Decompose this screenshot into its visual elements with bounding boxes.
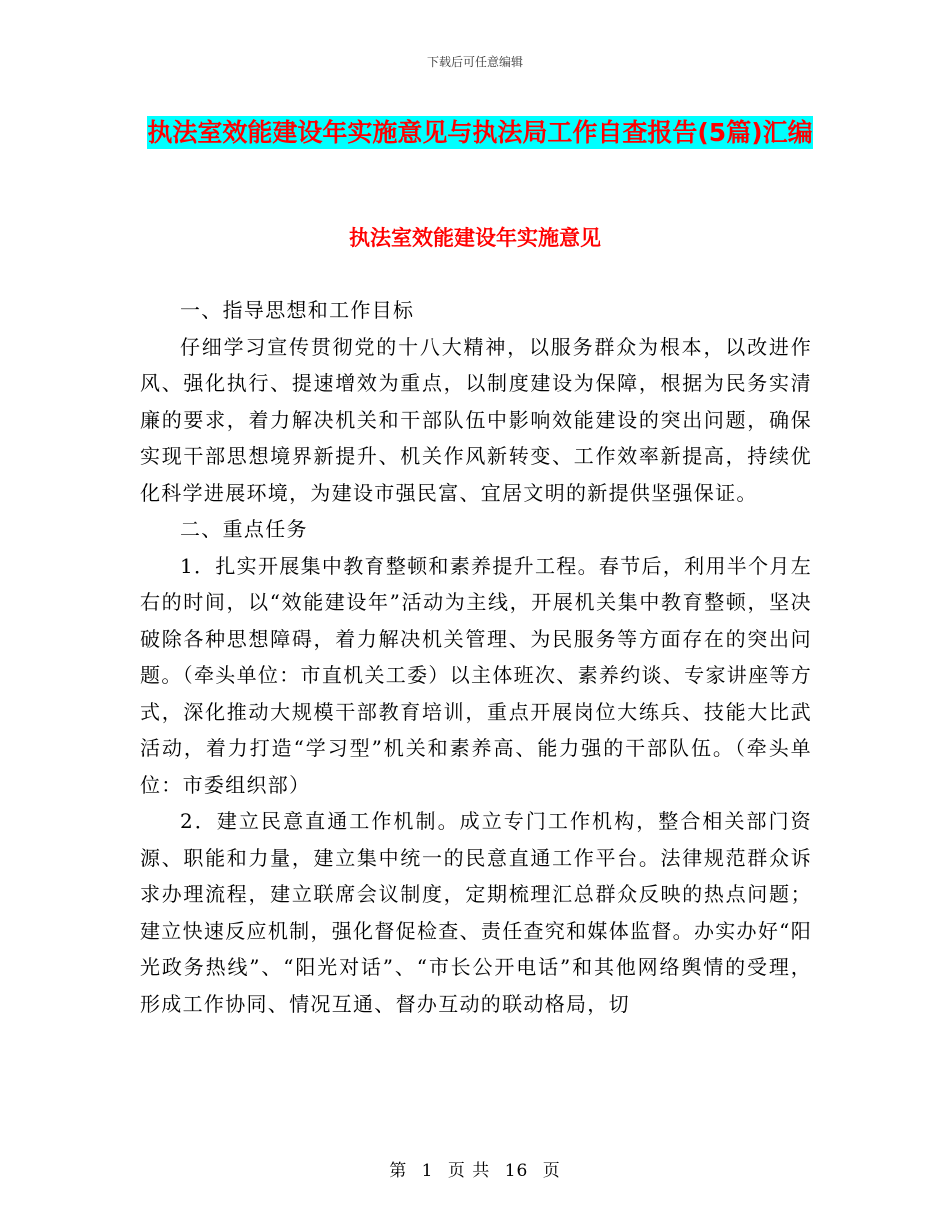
section-title: 执法室效能建设年实施意见 xyxy=(349,226,601,250)
paragraph-task-2: 2．建立民意直通工作机制。成立专门工作机构，整合相关部门资源、职能和力量，建立集中统一的民意直通工作平台。法律规范群众诉求办理流程，建立联席会议制度，定期梳理汇总群众反映的热点问题；建立快速反应机制，强化督促检查、责任查究和媒体监督。办实办好“阳光政务热线”、“阳光对话”、“市长公开电话”和其他网络舆情的受理，形成工作协同、情况互通、督办互动的联动格局，切 xyxy=(140,809,812,1016)
footer-prefix: 第 xyxy=(389,1161,408,1181)
footer-current-page: 1 xyxy=(421,1161,434,1181)
document-body xyxy=(140,292,812,1022)
paragraph-guiding-thought: 仔细学习宣传贯彻党的十八大精神，以服务群众为根本，以改进作风、强化执行、提速增效为重点，以制度建设为保障，根据为民务实清廉的要求，着力解决机关和干部队伍中影响效能建设的突出问题，确保实现干部思想境界新提升、机关作风新转变、工作效率新提高，持续优化科学进展环境，为建设市强民富、宜居文明的新提供坚强保证。 xyxy=(140,334,812,505)
page-footer xyxy=(0,1156,950,1181)
footer-middle: 页 共 xyxy=(447,1161,491,1181)
heading-key-tasks: 二、重点任务 xyxy=(180,517,308,541)
footer-total-pages: 16 xyxy=(504,1161,529,1181)
paragraph-task-1: 1．扎实开展集中教育整顿和素养提升工程。春节后，利用半个月左右的时间，以“效能建设年”活动为主线，开展机关集中教育整顿，坚决破除各种思想障碍，着力解决机关管理、为民服务等方面存在的突出问题。（牵头单位：市直机关工委）以主体班次、素养约谈、专家讲座等方式，深化推动大规模干部教育培训，重点开展岗位大练兵、技能大比武活动，着力打造“学习型”机关和素养高、能力强的干部队伍。（牵头单位：市委组织部） xyxy=(140,553,812,797)
document-title-text: 执法室效能建设年实施意见与执法局工作自查报告(5篇)汇编 xyxy=(147,118,813,147)
document-title xyxy=(140,110,820,156)
heading-guiding-thought: 一、指导思想和工作目标 xyxy=(180,298,415,322)
header-note: 下载后可任意编辑 xyxy=(426,55,523,69)
footer-suffix: 页 xyxy=(542,1161,561,1181)
